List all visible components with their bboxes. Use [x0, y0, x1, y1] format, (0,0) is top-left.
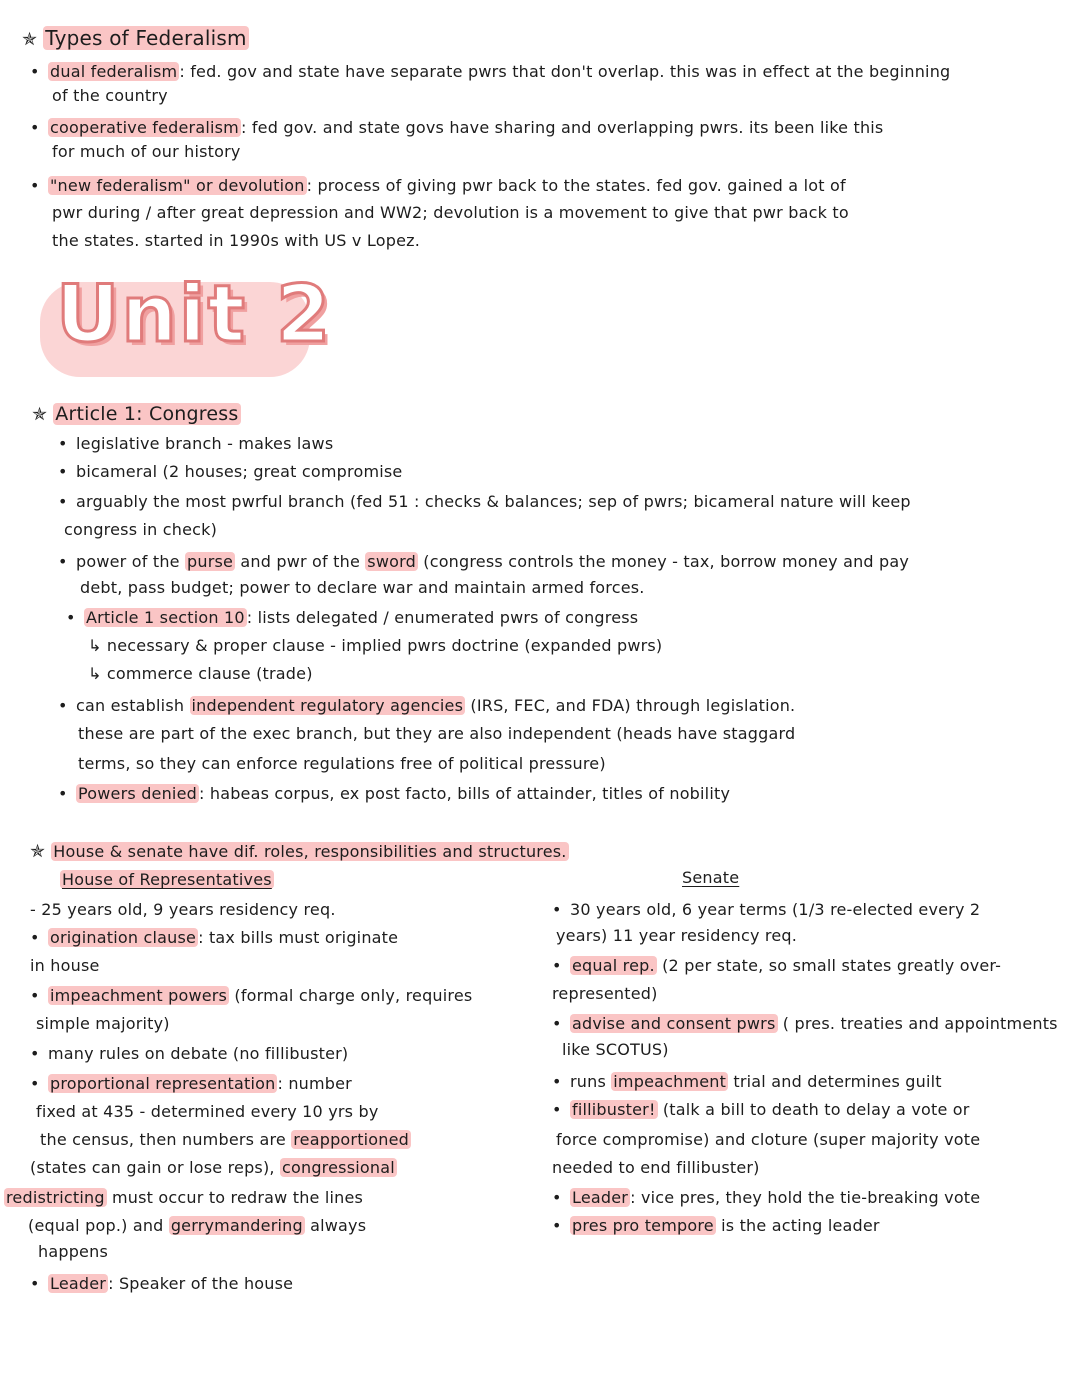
equal-rep-term: equal rep. [572, 956, 655, 975]
article1-bullet-5 [66, 606, 638, 630]
star-icon: ✯ [22, 29, 38, 50]
dual-federalism-text-2: of the country [52, 86, 168, 105]
house-proportional-3 [40, 1128, 411, 1152]
house-debate-text: many rules on debate (no fillibuster) [48, 1044, 349, 1063]
article1-bullet-6-text-2: these are part of the exec branch, but they are also independent (heads have staggard [78, 724, 796, 743]
congressional-term: congressional [282, 1158, 395, 1177]
purse-post-text: (congress controls the money - tax, borrow money and pay [417, 552, 910, 571]
bullet-icon: • [58, 552, 68, 571]
senate-equal-rep [552, 954, 1001, 978]
senate-advise-2: like SCOTUS) [562, 1040, 669, 1059]
house-impeachment-text: (formal charge only, requires [229, 986, 473, 1005]
always-text: always [304, 1216, 367, 1235]
bullet-icon: • [30, 1074, 40, 1093]
agencies-pre-text: can establish [76, 696, 190, 715]
article1-bullet-3 [58, 490, 911, 514]
cooperative-federalism-term: cooperative federalism [50, 118, 239, 137]
new-federalism-text: : process of giving pwr back to the states. fed gov. gained a lot of [306, 176, 846, 195]
house-title-text: House of Representatives [62, 870, 272, 889]
compare-heading [30, 840, 569, 864]
senate-impeachment-text: trial and determines guilt [728, 1072, 942, 1091]
bullet-icon: • [30, 176, 40, 195]
article1-bullet-4-text-2: debt, pass budget; power to declare war and maintain armed forces. [80, 578, 645, 597]
origination-term: origination clause [50, 928, 197, 947]
bullet-icon: • [552, 900, 562, 919]
article1-bullet-3-text: arguably the most pwrful branch (fed 51 : checks & balances; sep of pwrs; bicameral nature will keep [76, 492, 911, 511]
article1-bullet-3-text-2: congress in check) [64, 520, 218, 539]
house-leader [30, 1272, 293, 1296]
house-impeachment-term: impeachment powers [50, 986, 228, 1005]
dual-federalism-item [30, 60, 950, 84]
house-origination [30, 926, 398, 950]
states-gain-text: (states can gain or lose reps), [30, 1158, 280, 1177]
census-text: the census, then numbers are [40, 1130, 292, 1149]
advise-consent-text: ( pres. treaties and appointments [777, 1014, 1058, 1033]
new-federalism-item [30, 174, 846, 198]
article1-bullet-6 [58, 694, 795, 718]
article1-bullet-1-text: legislative branch - makes laws [76, 434, 334, 453]
proportional-text: : number [277, 1074, 352, 1093]
article1-section10-text: : lists delegated / enumerated pwrs of congress [246, 608, 639, 627]
senate-impeachment [552, 1070, 942, 1094]
bullet-icon: • [30, 986, 40, 1005]
star-icon: ✯ [30, 841, 46, 862]
bullet-icon: • [552, 1072, 562, 1091]
new-federalism-text-2: pwr during / after great depression and WW2; devolution is a movement to give that pwr back to [52, 203, 849, 222]
agencies-post-text: (IRS, FEC, and FDA) through legislation. [465, 696, 796, 715]
cooperative-federalism-text: : fed gov. and state govs have sharing and overlapping pwrs. its been like this [240, 118, 884, 137]
senate-filibuster [552, 1098, 970, 1122]
house-leader-text: : Speaker of the house [108, 1274, 294, 1293]
origination-text: : tax bills must originate [198, 928, 399, 947]
article1-bullet-2-text: bicameral (2 houses; great compromise [76, 462, 403, 481]
sword-term: sword [367, 552, 416, 571]
filibuster-text: (talk a bill to death to delay a vote or [657, 1100, 970, 1119]
house-proportional [30, 1072, 352, 1096]
agencies-term: independent regulatory agencies [191, 696, 464, 715]
senate-title [682, 866, 739, 890]
necessary-proper-clause: ↳ necessary & proper clause - implied pwrs doctrine (expanded pwrs) [88, 636, 663, 655]
article1-title: Article 1: Congress [55, 403, 239, 425]
bullet-icon: • [552, 956, 562, 975]
reapportioned-term: reapportioned [293, 1130, 410, 1149]
house-leader-term: Leader [50, 1274, 107, 1293]
bullet-icon: • [552, 1216, 562, 1235]
senate-equal-rep-2: represented) [552, 984, 658, 1003]
pro-tempore-term: pres pro tempore [572, 1216, 714, 1235]
house-origination-2: in house [30, 956, 100, 975]
runs-text: runs [570, 1072, 612, 1091]
bullet-icon: • [58, 696, 68, 715]
purse-mid-text: and pwr of the [235, 552, 366, 571]
article1-section10-term: Article 1 section 10 [86, 608, 245, 627]
pro-tempore-text: is the acting leader [715, 1216, 880, 1235]
house-impeachment-2: simple majority) [36, 1014, 170, 1033]
star-icon: ✯ [32, 404, 48, 425]
dual-federalism-text: : fed. gov and state have separate pwrs that don't overlap. this was in effect at the beginning [179, 62, 951, 81]
powers-denied-term: Powers denied [78, 784, 197, 803]
bullet-icon: • [66, 608, 76, 627]
senate-advise [552, 1012, 1058, 1036]
senate-age-text: 30 years old, 6 year terms (1/3 re-elected every 2 [570, 900, 981, 919]
federalism-title: Types of Federalism [45, 26, 247, 50]
cooperative-federalism-item [30, 116, 883, 140]
dual-federalism-term: dual federalism [50, 62, 178, 81]
equal-rep-text: (2 per state, so small states greatly over- [656, 956, 1002, 975]
house-title [60, 868, 274, 892]
house-proportional-6 [28, 1214, 366, 1238]
bullet-icon: • [30, 1274, 40, 1293]
house-proportional-5 [4, 1186, 363, 1210]
unit-title: Unit 2 [56, 270, 333, 360]
article1-bullet-1 [58, 432, 333, 456]
senate-impeachment-term: impeachment [613, 1072, 727, 1091]
bullet-icon: • [30, 62, 40, 81]
senate-age-2: years) 11 year residency req. [556, 926, 798, 945]
powers-denied-text: : habeas corpus, ex post facto, bills of attainder, titles of nobility [198, 784, 731, 803]
purse-pre-text: power of the [76, 552, 185, 571]
article1-bullet-4 [58, 550, 909, 574]
gerrymandering-term: gerrymandering [170, 1216, 303, 1235]
commerce-clause: ↳ commerce clause (trade) [88, 664, 313, 683]
house-proportional-4 [30, 1156, 397, 1180]
bullet-icon: • [58, 492, 68, 511]
article1-bullet-7 [58, 782, 730, 806]
senate-leader-term: Leader [572, 1188, 629, 1207]
bullet-icon: • [58, 784, 68, 803]
new-federalism-text-3: the states. started in 1990s with US v Lopez. [52, 231, 420, 250]
house-proportional-7: happens [38, 1242, 108, 1261]
new-federalism-term: "new federalism" or devolution [50, 176, 305, 195]
bullet-icon: • [30, 118, 40, 137]
bullet-icon: • [552, 1014, 562, 1033]
article1-heading [32, 402, 241, 427]
senate-leader [552, 1186, 980, 1210]
bullet-icon: • [30, 928, 40, 947]
bullet-icon: • [552, 1100, 562, 1119]
senate-filibuster-3: needed to end fillibuster) [552, 1158, 760, 1177]
cooperative-federalism-text-2: for much of our history [52, 142, 241, 161]
senate-leader-text: : vice pres, they hold the tie-breaking vote [630, 1188, 981, 1207]
bullet-icon: • [30, 1044, 40, 1063]
house-debate [30, 1042, 348, 1066]
house-impeachment [30, 984, 472, 1008]
federalism-heading [22, 26, 249, 52]
senate-title-text: Senate [682, 868, 740, 887]
article1-bullet-6-text-3: terms, so they can enforce regulations free of political pressure) [78, 754, 606, 773]
house-proportional-2: fixed at 435 - determined every 10 yrs by [36, 1102, 379, 1121]
bullet-icon: • [58, 462, 68, 481]
redistricting-text: must occur to redraw the lines [106, 1188, 364, 1207]
purse-term: purse [187, 552, 234, 571]
proportional-term: proportional representation [50, 1074, 276, 1093]
redistricting-term: redistricting [6, 1188, 105, 1207]
senate-age [552, 898, 980, 922]
house-age: - 25 years old, 9 years residency req. [30, 900, 336, 919]
bullet-icon: • [552, 1188, 562, 1207]
filibuster-term: fillibuster! [572, 1100, 656, 1119]
advise-consent-term: advise and consent pwrs [572, 1014, 776, 1033]
senate-pro-tempore [552, 1214, 880, 1238]
equal-pop-text: (equal pop.) and [28, 1216, 169, 1235]
senate-filibuster-2: force compromise) and cloture (super majority vote [556, 1130, 981, 1149]
compare-title: House & senate have dif. roles, responsibilities and structures. [53, 842, 567, 861]
article1-bullet-2 [58, 460, 402, 484]
bullet-icon: • [58, 434, 68, 453]
